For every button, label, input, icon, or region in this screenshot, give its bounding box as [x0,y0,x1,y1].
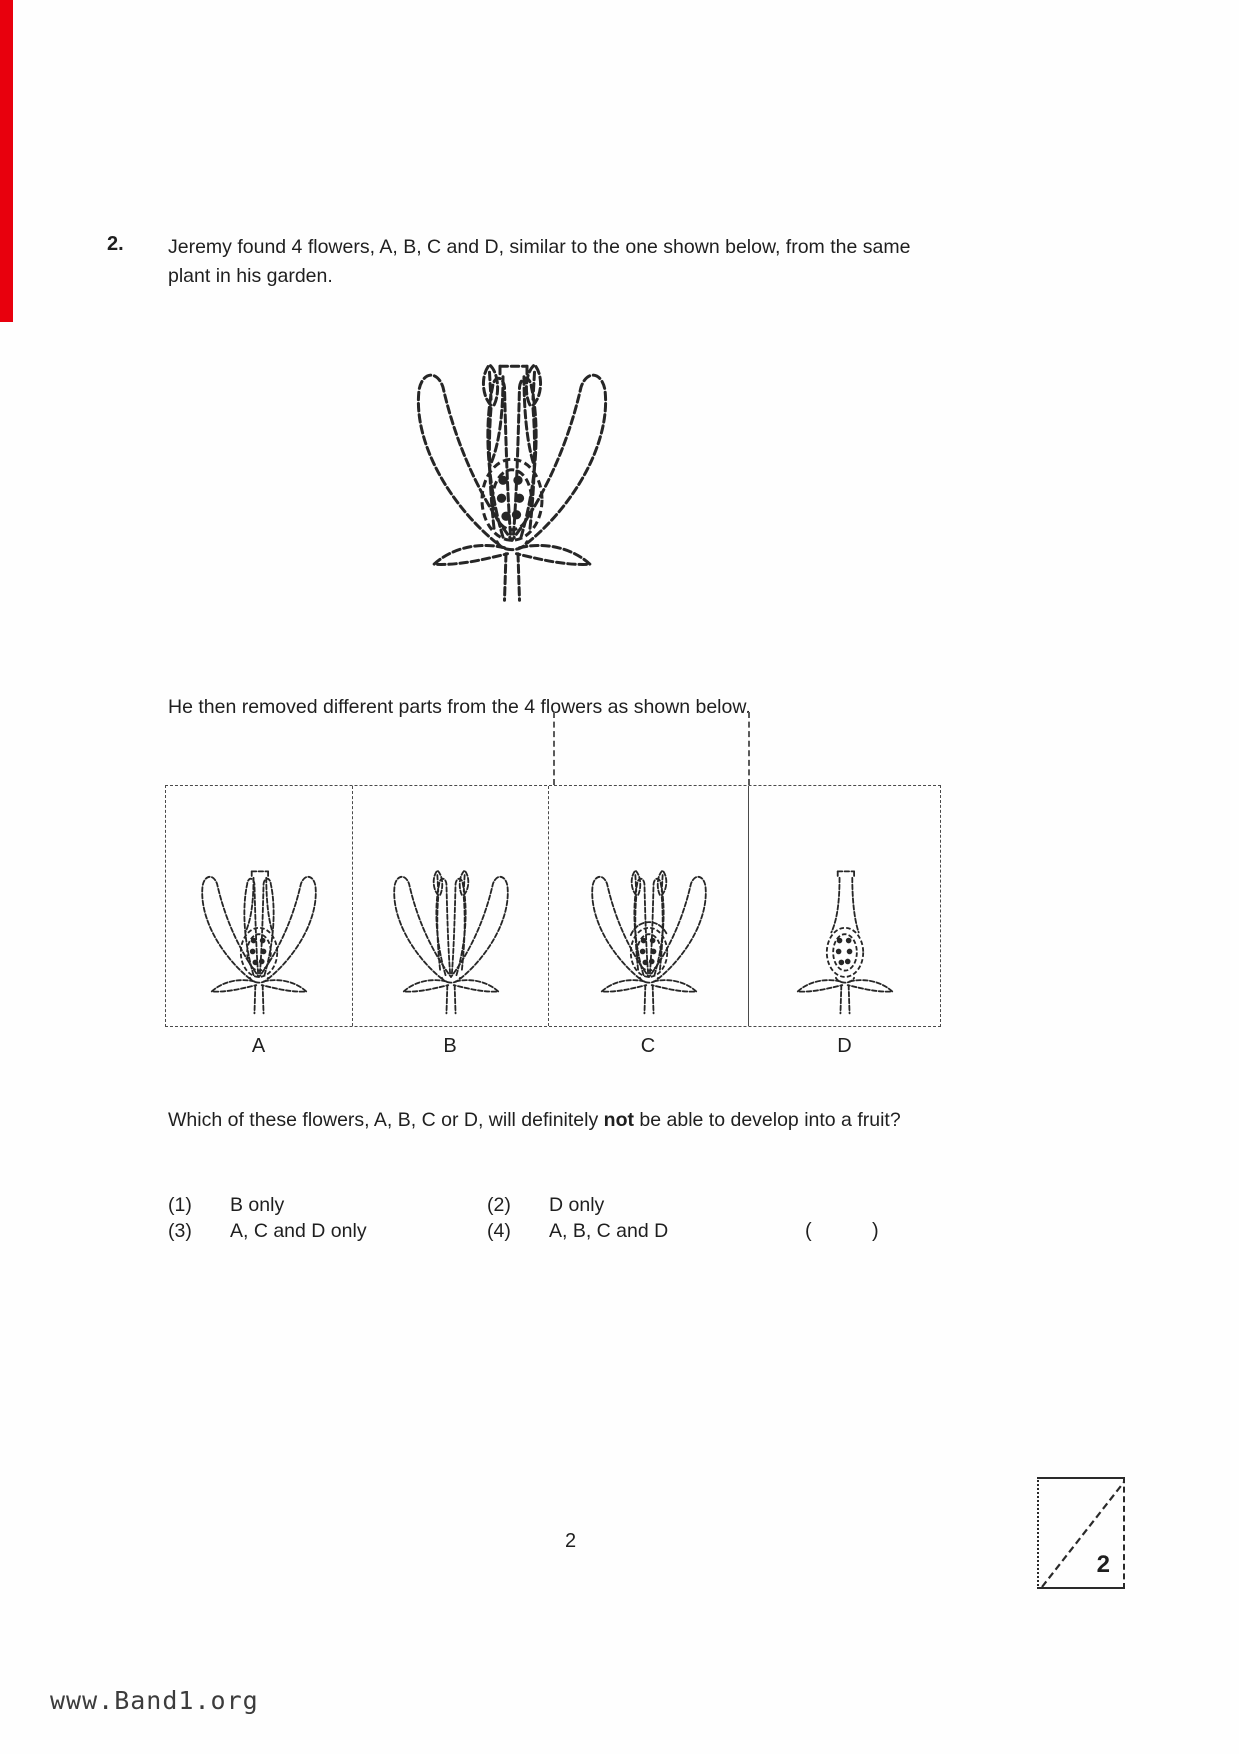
option-1-number: (1) [168,1194,192,1216]
option-3-number: (3) [168,1220,192,1242]
answer-bracket-open: ( [805,1220,812,1242]
flower-cell-c [549,786,749,1026]
option-4-number: (4) [487,1220,511,1242]
flower-figure-box [165,785,941,1027]
option-1-text: B only [230,1194,285,1216]
question-text [168,1105,968,1135]
flower-a-diagram [168,842,350,1020]
question-text-suffix: be able to develop into a fruit? [633,1109,901,1131]
diagonal-line-icon [1039,1479,1127,1591]
question-intro-text: Jeremy found 4 flowers, A, B, C and D, similar to the one shown below, from the same plant in his garden. [168,236,911,287]
flower-label-c: C [640,1035,656,1057]
marks-box [1037,1477,1125,1589]
flower-cell-b [353,786,549,1026]
page-number: 2 [564,1530,577,1552]
figure-divider-line [748,712,750,785]
option-2-text: D only [549,1194,605,1216]
red-margin-bar [0,0,13,322]
options-row-2 [168,1218,988,1244]
flower-cross-section-diagram [362,318,662,611]
question-number: 2. [107,233,124,255]
options-row-1 [168,1192,988,1218]
watermark-url: www.Band1.org [50,1686,259,1715]
flower-label-d: D [837,1035,852,1057]
flower-b-diagram [360,842,542,1020]
flower-d-diagram [754,842,936,1020]
option-3-text: A, C and D only [230,1220,367,1242]
flower-cell-d [749,786,940,1026]
option-2-number: (2) [487,1194,511,1216]
flower-label-b: B [443,1035,457,1057]
figure-caption: He then removed different parts from the 4 flowers as shown below. [168,696,751,718]
flower-label-a: A [251,1035,266,1057]
marks-box-value: 2 [1096,1551,1110,1578]
flower-c-diagram [558,842,740,1020]
question-text-bold-not: not [603,1109,634,1131]
figure-divider-line [553,712,555,785]
options-block [168,1192,988,1244]
question-text-prefix: Which of these flowers, A, B, C or D, will definitely [168,1109,604,1131]
flower-cell-a [166,786,353,1026]
answer-bracket-close: ) [872,1220,879,1242]
option-4-text: A, B, C and D [549,1220,669,1242]
flower-labels-row [165,1035,941,1058]
